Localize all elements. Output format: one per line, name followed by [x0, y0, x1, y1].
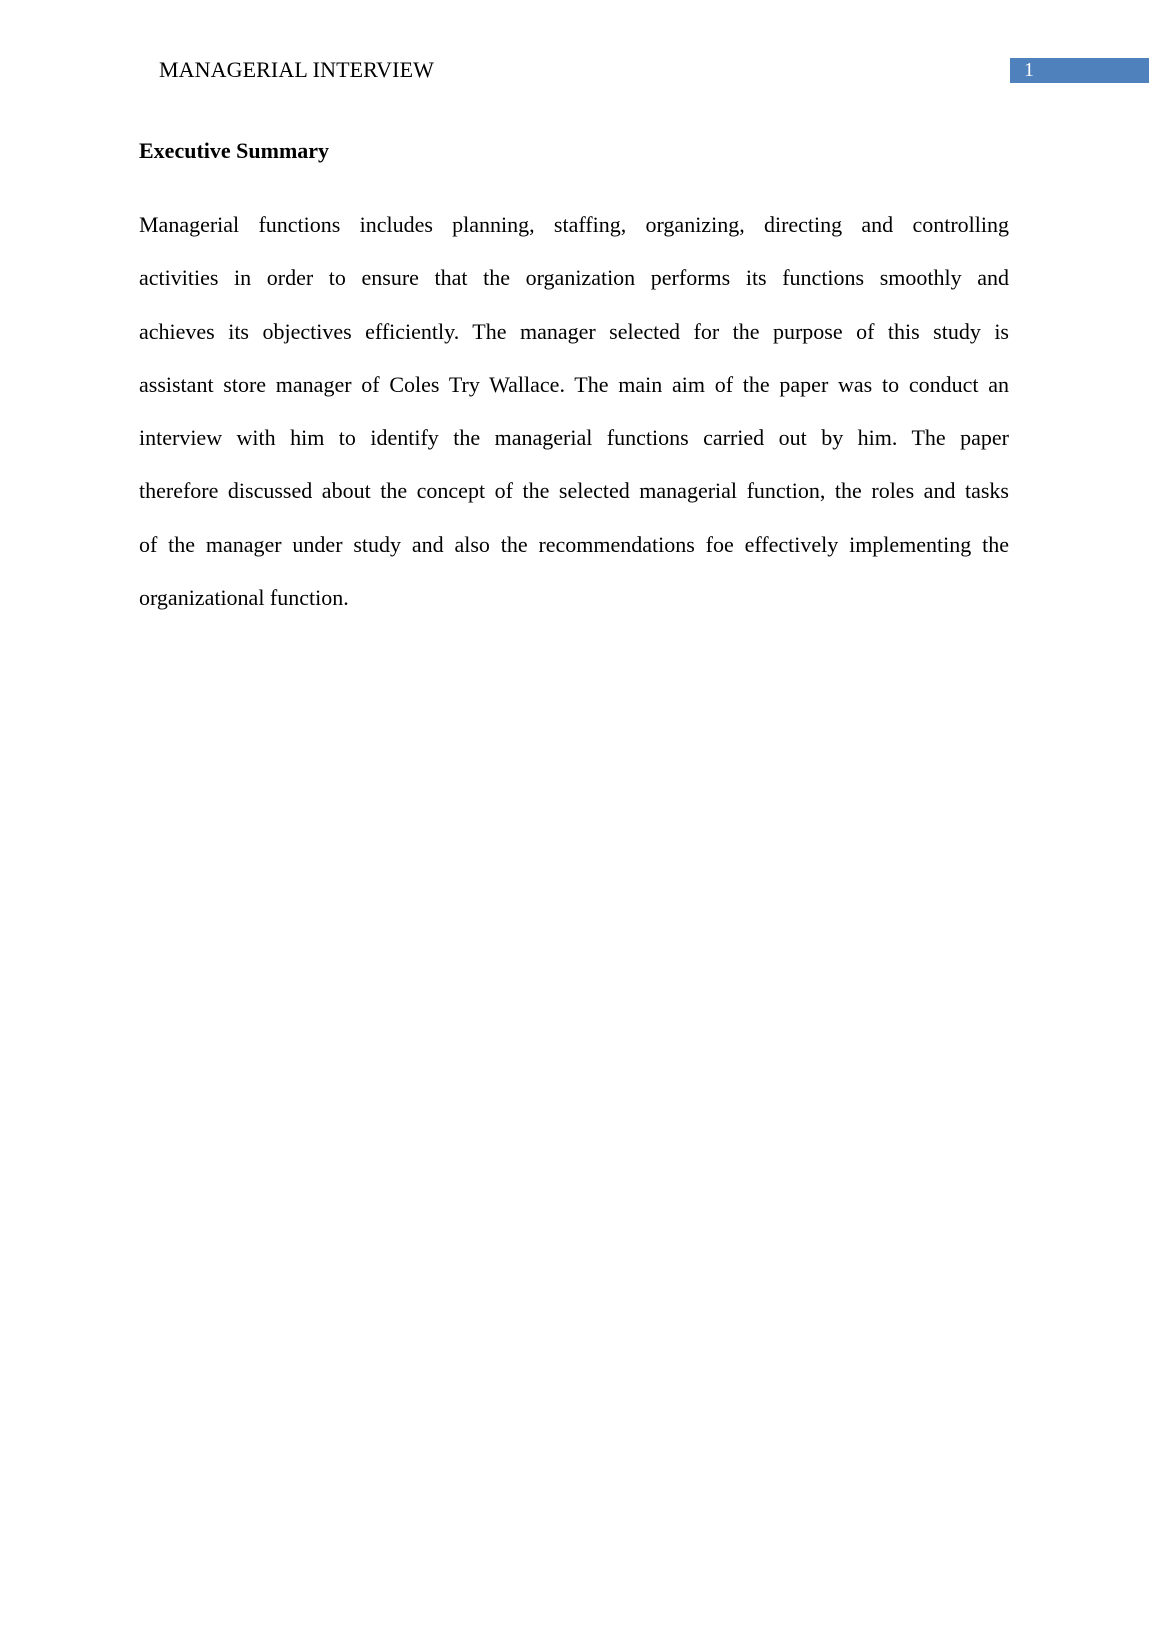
- page-number-box: [1010, 58, 1149, 83]
- paragraph-line: achieves its objectives efficiently. The manager selected for the purpose of this study is: [139, 318, 1009, 344]
- paragraph-line: interview with him to identify the managerial functions carried out by him. The paper: [139, 425, 1009, 451]
- page-number: 1: [1024, 59, 1034, 81]
- paragraph-line: assistant store manager of Coles Try Wallace. The main aim of the paper was to conduct an: [139, 371, 1009, 397]
- paragraph-line: Managerial functions includes planning, staffing, organizing, directing and controlling: [139, 212, 1009, 237]
- executive-summary-paragraph: [139, 198, 1009, 624]
- section-heading: Executive Summary: [139, 138, 330, 163]
- paragraph-line: activities in order to ensure that the organization performs its functions smoothly and: [139, 265, 1009, 291]
- paragraph-line: organizational function.: [139, 585, 349, 611]
- paragraph-line: therefore discussed about the concept of the selected managerial function, the roles and tasks: [139, 478, 1009, 504]
- paragraph-line: of the manager under study and also the recommendations foe effectively implementing the: [139, 531, 1009, 557]
- running-head: MANAGERIAL INTERVIEW: [159, 57, 434, 82]
